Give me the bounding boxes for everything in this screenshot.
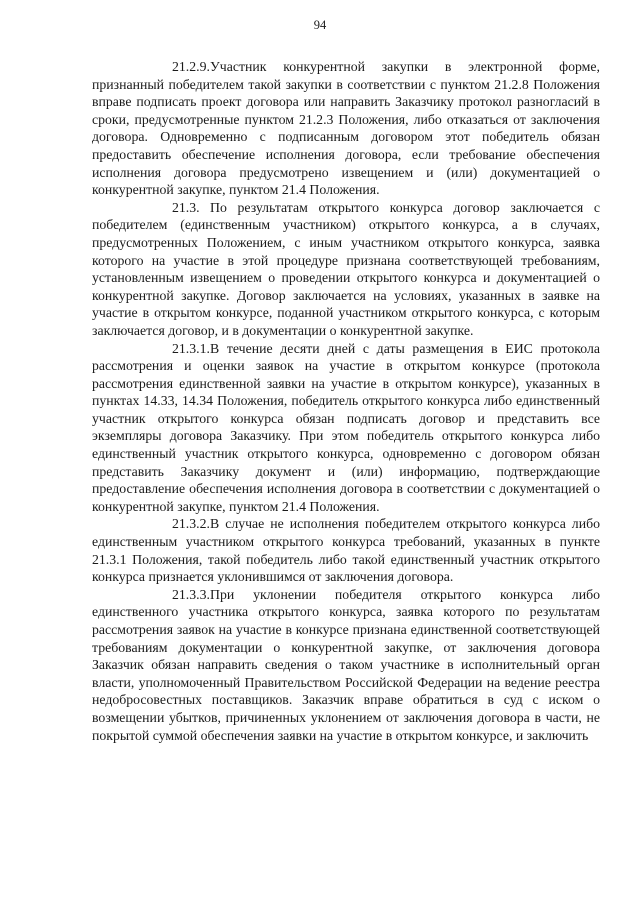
clause-number: 21.3.1. xyxy=(172,340,210,356)
document-body xyxy=(92,58,600,744)
clause-number: 21.3.2. xyxy=(172,516,210,532)
page-number: 94 xyxy=(313,18,327,32)
paragraph-21-3-3 xyxy=(92,586,600,744)
paragraph-21-3-2 xyxy=(92,515,600,585)
paragraph-21-2-9 xyxy=(92,58,600,199)
clause-number: 21.3.3. xyxy=(172,586,210,602)
clause-number: 21.2.9. xyxy=(172,59,210,74)
clause-text: При уклонении победителя открытого конкурса либо единственного участника открытого конкурса, заявка которого по результатам рассмотрения заявок на участие в конкурсе признана единственной соответствующей требованиям документации о конкурентной закупке, от заключения договора Заказчик обязан направить сведения о таком участнике в исполнительный орган власти, уполномоченный Правительством Российской Федерации на ведение реестра недобросовестных поставщиков. Заказчик вправе обратиться в суд с иском о возмещении убытков, причиненных уклонением от заключения договора в части, не покрытой суммой обеспечения заявки на участие в открытом конкурсе, и заключить xyxy=(92,586,600,743)
clause-text: Участник конкурентной закупки в электронной форме, признанный победителем такой закупки в соответствии с пунктом 21.2.8 Положения вправе подписать проект договора или направить Заказчику протокол разногласий в сроки, предусмотренные пунктом 21.2.3 Положения, либо отказаться от заключения договора. Одновременно с подписанным договором этот победитель обязан предоставить обеспечение исполнения договора, если требование обеспечения исполнения договора предусмотрено извещением и (или) документацией о конкурентной закупке, пунктом 21.4 Положения. xyxy=(92,59,600,198)
clause-text: В случае не исполнения победителем открытого конкурса либо единственным участником открытого конкурса требований, указанных в пункте 21.3.1 Положения, такой победитель либо такой единственный участник открытого конкурса признается уклонившимся от заключения договора. xyxy=(92,516,600,585)
paragraph-21-3 xyxy=(92,199,600,340)
paragraph-21-3-1 xyxy=(92,340,600,516)
clause-text: В течение десяти дней с даты размещения в ЕИС протокола рассмотрения и оценки заявок на участие в открытом конкурсе (протокола рассмотрения единственной заявки на участие в открытом конкурсе), указанных в пунктах 14.33, 14.34 Положения, победитель открытого конкурса либо единственный участник открытого конкурса обязан подписать договор и представить все экземпляры договора Заказчику. При этом победитель открытого конкурса либо единственный участник открытого конкурса, одновременно с договором обязан представить Заказчику документ и (или) информацию, подтверждающие предоставление обеспечения исполнения договора в соответствии с документацией о конкурентной закупке, пунктом 21.4 Положения. xyxy=(92,340,600,514)
clause-text: По результатам открытого конкурса договор заключается с победителем (единственным участником) открытого конкурса, а в случаях, предусмотренных Положением, с иным участником открытого конкурса, заявка которого на участие в этой процедуре признана соответствующей требованиям, установленным извещением о проведении открытого конкурса и документацией о конкурентной закупке. Договор заключается на условиях, указанных в заявке на участие в открытом конкурсе, поданной участником открытого конкурса, с которым заключается договор, и в документации о конкурентной закупке. xyxy=(92,199,600,338)
clause-number: 21.3. xyxy=(172,199,200,215)
